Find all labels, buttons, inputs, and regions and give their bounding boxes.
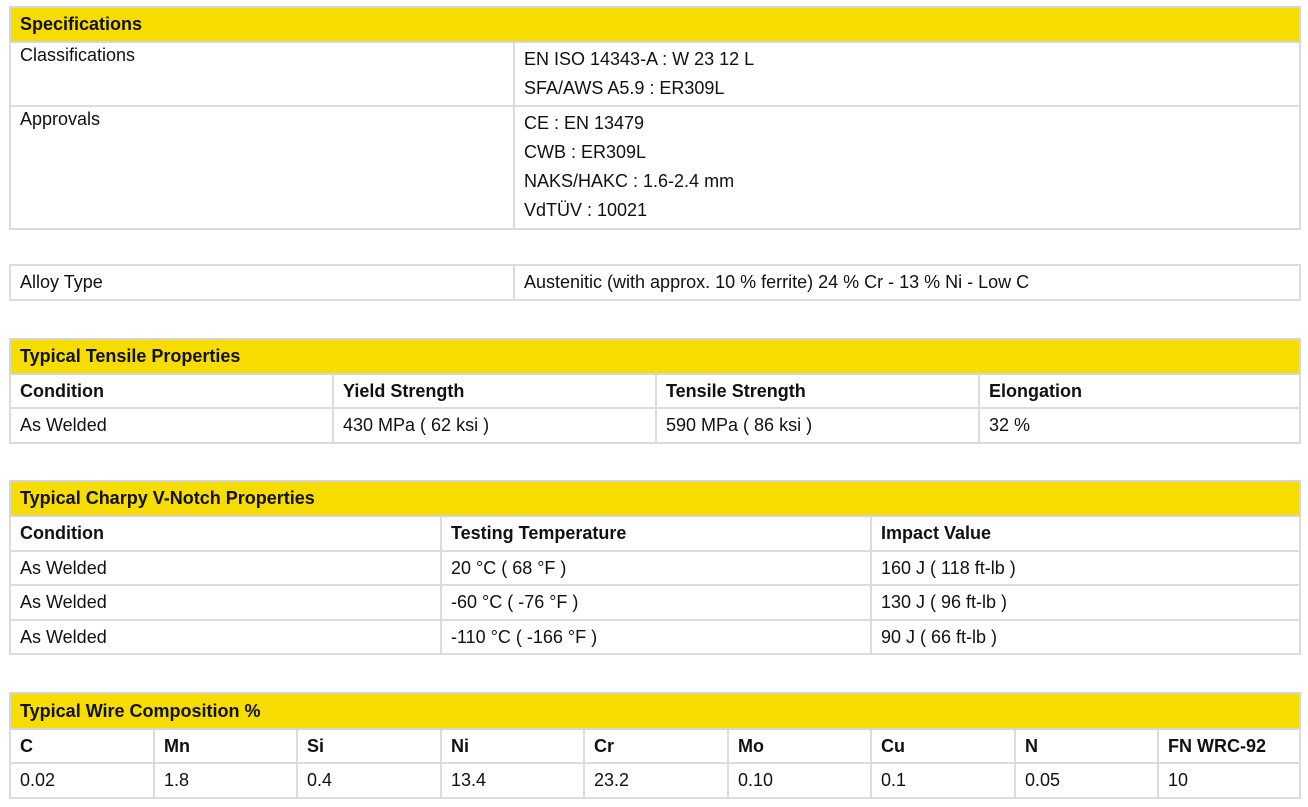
- table-cell: 430 MPa ( 62 ksi ): [333, 408, 656, 443]
- table-row: [10, 551, 1300, 585]
- table-cell: 0.10: [728, 763, 871, 798]
- table-row: [10, 408, 1300, 443]
- table-cell: 160 J ( 118 ft-lb ): [871, 551, 1300, 585]
- table-cell: As Welded: [10, 585, 441, 620]
- classifications-values: [514, 42, 1300, 106]
- alloy-type-value: Austenitic (with approx. 10 % ferrite) 24 % Cr - 13 % Ni - Low C: [514, 265, 1300, 300]
- table-cell: 590 MPa ( 86 ksi ): [656, 408, 979, 443]
- approvals-values: [514, 106, 1300, 229]
- table-cell: 1.8: [154, 763, 297, 798]
- specifications-title: Specifications: [10, 7, 1300, 42]
- classification-item: SFA/AWS A5.9 : ER309L: [524, 78, 725, 98]
- column-header: Ni: [441, 729, 584, 763]
- approval-item: CE : EN 13479: [524, 113, 645, 133]
- column-header: Cu: [871, 729, 1015, 763]
- column-header: Condition: [10, 516, 441, 551]
- approval-item: CWB : ER309L: [524, 142, 647, 162]
- column-header: Mn: [154, 729, 297, 763]
- table-row: [10, 585, 1300, 620]
- column-header: Yield Strength: [333, 374, 656, 408]
- composition-title: Typical Wire Composition %: [10, 693, 1300, 729]
- column-header: FN WRC-92: [1158, 729, 1300, 763]
- classifications-label: Classifications: [10, 42, 514, 106]
- approval-item: VdTÜV : 10021: [524, 200, 648, 220]
- table-cell: 20 °C ( 68 °F ): [441, 551, 871, 585]
- specifications-table: [9, 6, 1301, 230]
- table-cell: -60 °C ( -76 °F ): [441, 585, 871, 620]
- alloy-type-table: [9, 264, 1301, 301]
- column-header: N: [1015, 729, 1158, 763]
- column-header: Tensile Strength: [656, 374, 979, 408]
- table-cell: As Welded: [10, 408, 333, 443]
- column-header: Condition: [10, 374, 333, 408]
- column-header: C: [10, 729, 154, 763]
- table-cell: 0.1: [871, 763, 1015, 798]
- table-row: [10, 763, 1300, 798]
- table-cell: 10: [1158, 763, 1300, 798]
- table-cell: -110 °C ( -166 °F ): [441, 620, 871, 654]
- table-cell: 13.4: [441, 763, 584, 798]
- table-cell: As Welded: [10, 620, 441, 654]
- classification-item: EN ISO 14343-A : W 23 12 L: [524, 49, 755, 69]
- table-cell: 130 J ( 96 ft-lb ): [871, 585, 1300, 620]
- wire-composition-table: [9, 692, 1301, 799]
- approval-item: NAKS/HAKC : 1.6-2.4 mm: [524, 171, 735, 191]
- charpy-properties-table: [9, 480, 1301, 655]
- column-header: Si: [297, 729, 441, 763]
- table-cell: 23.2: [584, 763, 728, 798]
- column-header: Cr: [584, 729, 728, 763]
- tensile-title: Typical Tensile Properties: [10, 339, 1300, 374]
- charpy-title: Typical Charpy V-Notch Properties: [10, 481, 1300, 516]
- table-cell: 0.02: [10, 763, 154, 798]
- column-header: Mo: [728, 729, 871, 763]
- alloy-type-label: Alloy Type: [10, 265, 514, 300]
- table-cell: As Welded: [10, 551, 441, 585]
- column-header: Testing Temperature: [441, 516, 871, 551]
- table-row: [10, 620, 1300, 654]
- table-cell: 90 J ( 66 ft-lb ): [871, 620, 1300, 654]
- table-cell: 0.05: [1015, 763, 1158, 798]
- table-cell: 32 %: [979, 408, 1300, 443]
- table-cell: 0.4: [297, 763, 441, 798]
- tensile-properties-table: [9, 338, 1301, 444]
- column-header: Elongation: [979, 374, 1300, 408]
- column-header: Impact Value: [871, 516, 1300, 551]
- approvals-label: Approvals: [10, 106, 514, 229]
